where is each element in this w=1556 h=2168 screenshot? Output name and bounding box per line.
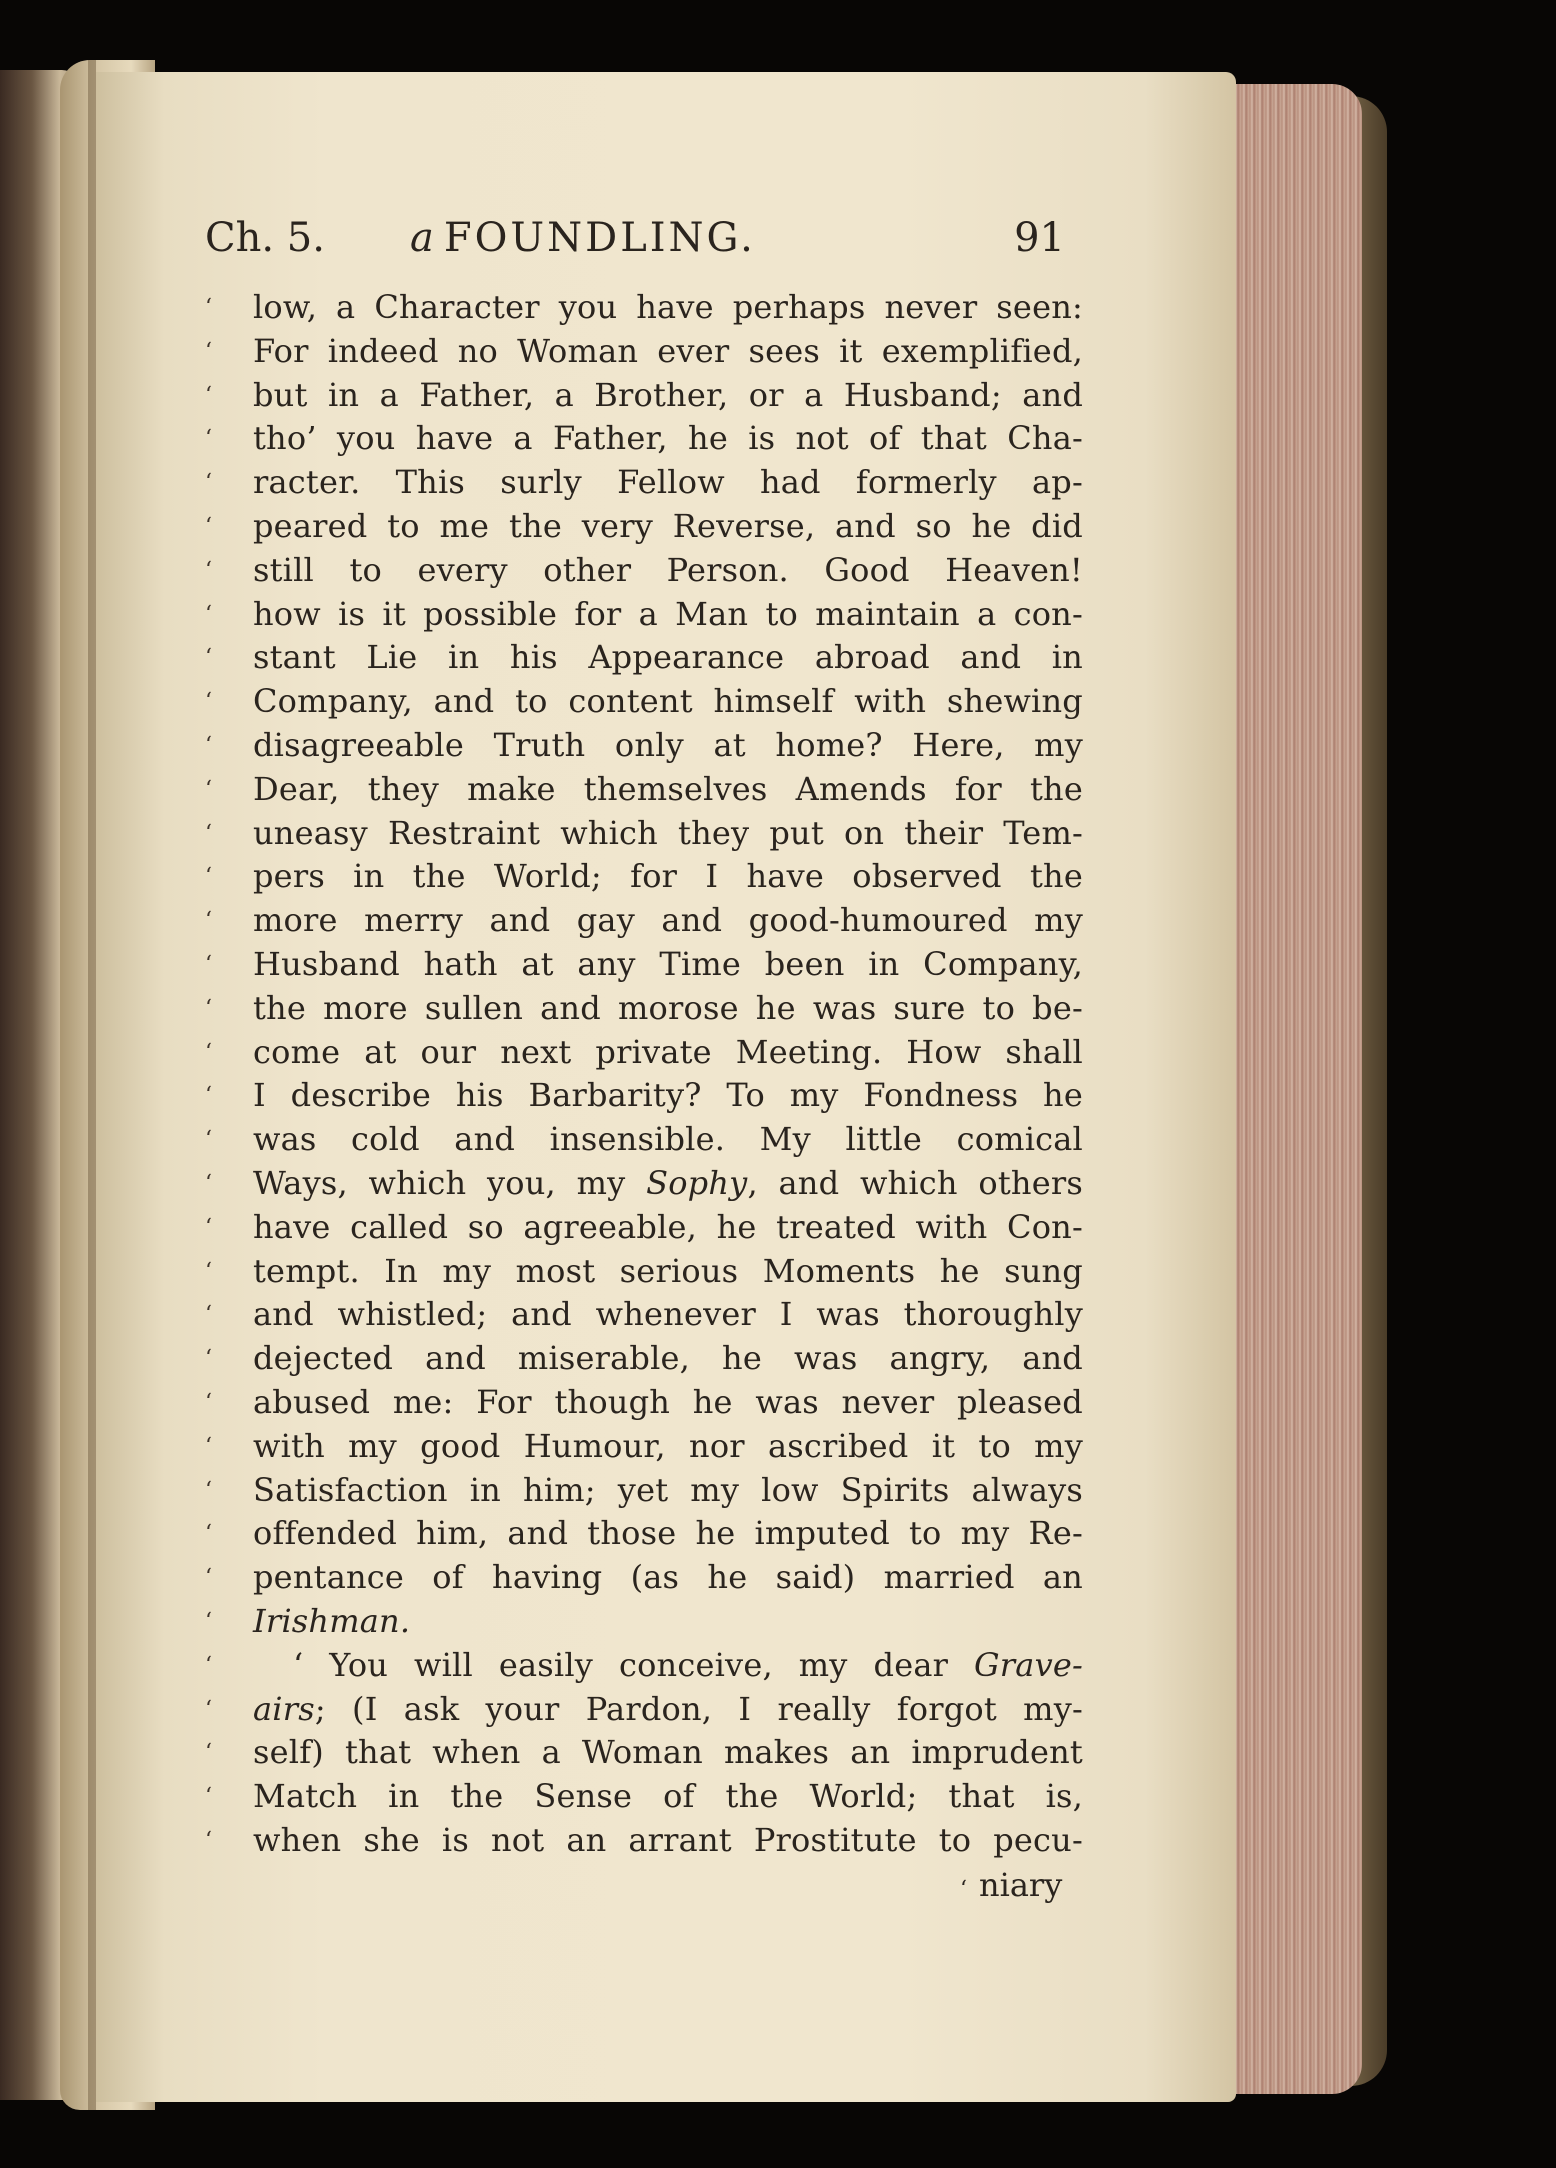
text-line — [205, 417, 1085, 461]
line-text: and whistled; and whenever I was thoroughly — [253, 1295, 1083, 1334]
text-line — [205, 680, 1085, 724]
text-line — [205, 1731, 1085, 1775]
quote-mark: ‘ — [205, 732, 212, 758]
text-line — [205, 1206, 1085, 1250]
line-text: For indeed no Woman ever sees it exemplified, — [253, 331, 1083, 370]
running-header — [205, 215, 1065, 275]
text-line — [205, 899, 1085, 943]
text-line — [205, 1074, 1085, 1118]
quote-mark: ‘ — [205, 1346, 212, 1372]
text-line — [205, 1293, 1085, 1337]
line-text: come at our next private Meeting. How shall — [253, 1032, 1083, 1071]
quote-mark: ‘ — [205, 513, 212, 539]
quote-mark: ‘ — [205, 645, 212, 671]
line-text-part: , and which others — [747, 1163, 1083, 1202]
text-line — [205, 1600, 1085, 1644]
line-text: how is it possible for a Man to maintain a con- — [253, 594, 1083, 633]
text-line — [205, 724, 1085, 768]
quote-mark: ‘ — [205, 1389, 212, 1415]
running-title-word: FOUNDLING. — [443, 215, 756, 261]
italic-word: airs — [253, 1689, 315, 1728]
text-line — [205, 1644, 1085, 1688]
quote-mark: ‘ — [205, 1565, 212, 1591]
quote-mark: ‘ — [205, 995, 212, 1021]
line-text: was cold and insensible. My little comical — [253, 1120, 1083, 1159]
line-text: Satisfaction in him; yet my low Spirits always — [253, 1470, 1083, 1509]
quote-mark: ‘ — [205, 908, 212, 934]
text-line — [205, 943, 1085, 987]
quote-mark: ‘ — [205, 295, 212, 320]
line-text — [253, 1688, 1083, 1732]
quote-mark: ‘ — [205, 1258, 212, 1284]
line-text: pers in the World; for I have observed the — [253, 857, 1083, 896]
quote-mark: ‘ — [205, 1127, 212, 1153]
running-title — [410, 215, 756, 261]
text-line — [205, 1425, 1085, 1469]
text-line — [205, 1556, 1085, 1600]
line-text: abused me: For though he was never pleased — [253, 1382, 1083, 1421]
text-line — [205, 1031, 1085, 1075]
line-text — [253, 1162, 1083, 1206]
line-text: tempt. In my most serious Moments he sung — [253, 1251, 1083, 1290]
text-line — [205, 1381, 1085, 1425]
quote-mark: ‘ — [205, 470, 212, 496]
text-line — [205, 1688, 1085, 1732]
quote-mark: ‘ — [205, 557, 212, 583]
line-text — [253, 1600, 1083, 1644]
line-text: Dear, they make themselves Amends for the — [253, 769, 1083, 808]
quote-mark: ‘ — [205, 1521, 212, 1547]
catchword — [960, 1866, 1062, 1904]
text-line — [205, 374, 1085, 418]
text-line — [205, 1775, 1085, 1819]
quote-mark: ‘ — [205, 820, 212, 846]
text-line — [205, 1162, 1085, 1206]
line-text: Company, and to content himself with shewing — [253, 682, 1083, 721]
line-text: when she is not an arrant Prostitute to pecu- — [253, 1820, 1083, 1859]
quote-mark: ‘ — [205, 1083, 212, 1109]
quote-mark: ‘ — [205, 1827, 212, 1853]
quote-mark: ‘ — [205, 1477, 212, 1503]
quote-mark: ‘ — [205, 338, 212, 364]
quote-mark: ‘ — [205, 1433, 212, 1459]
quote-mark: ‘ — [205, 1214, 212, 1240]
page-fore-edge — [1232, 84, 1362, 2094]
text-line — [205, 812, 1085, 856]
chapter-label: Ch. 5. — [205, 215, 325, 261]
book-gutter — [88, 60, 96, 2110]
italic-word: Sophy — [646, 1163, 748, 1202]
italic-word: Irishman. — [253, 1601, 411, 1640]
text-line — [205, 987, 1085, 1031]
text-line — [205, 1512, 1085, 1556]
line-text: the more sullen and morose he was sure to be- — [253, 988, 1083, 1027]
quote-mark: ‘ — [205, 1652, 212, 1678]
quote-mark: ‘ — [205, 382, 212, 408]
line-text: I describe his Barbarity? To my Fondness he — [253, 1076, 1083, 1115]
line-text: tho’ you have a Father, he is not of that Cha- — [253, 419, 1083, 458]
text-line — [205, 1819, 1085, 1863]
line-text: self) that when a Woman makes an imprudent — [253, 1733, 1083, 1772]
text-line — [205, 1250, 1085, 1294]
text-line — [205, 855, 1085, 899]
text-line — [205, 1337, 1085, 1381]
line-text-part: ; (I ask your Pardon, I really forgot my- — [314, 1689, 1083, 1728]
line-text-part: ‘ You will easily conceive, my dear — [293, 1645, 975, 1684]
line-text: still to every other Person. Good Heaven! — [253, 550, 1083, 589]
line-text: but in a Father, a Brother, or a Husband; and — [253, 375, 1083, 414]
line-text: peared to me the very Reverse, and so he did — [253, 506, 1083, 545]
quote-mark: ‘ — [205, 951, 212, 977]
line-text: offended him, and those he imputed to my Re- — [253, 1514, 1083, 1553]
line-text: racter. This surly Fellow had formerly ap- — [253, 463, 1083, 502]
quote-mark: ‘ — [205, 1696, 212, 1722]
body-text — [205, 286, 1085, 1863]
text-line — [205, 549, 1085, 593]
italic-word: Grave- — [974, 1645, 1083, 1684]
line-text: have called so agreeable, he treated with Con- — [253, 1207, 1083, 1246]
quote-mark: ‘ — [205, 1784, 212, 1810]
text-line — [205, 505, 1085, 549]
line-text: Husband hath at any Time been in Company, — [253, 944, 1083, 983]
quote-mark: ‘ — [205, 864, 212, 890]
text-line — [205, 330, 1085, 374]
line-text: more merry and gay and good-humoured my — [253, 901, 1083, 940]
text-line — [205, 636, 1085, 680]
line-text: with my good Humour, nor ascribed it to my — [253, 1426, 1083, 1465]
quote-mark: ‘ — [205, 1170, 212, 1196]
line-text: low, a Character you have perhaps never seen: — [253, 288, 1083, 326]
quote-mark: ‘ — [205, 1302, 212, 1328]
line-text: disagreeable Truth only at home? Here, my — [253, 725, 1083, 764]
line-text-part: Ways, which you, my — [253, 1163, 647, 1202]
text-line — [205, 593, 1085, 637]
line-text — [293, 1644, 1083, 1688]
catchword-quote-mark: ‘ — [960, 1877, 967, 1902]
line-text: dejected and miserable, he was angry, and — [253, 1339, 1083, 1378]
quote-mark: ‘ — [205, 1039, 212, 1065]
text-line — [205, 768, 1085, 812]
line-text: uneasy Restraint which they put on their Tem- — [253, 813, 1083, 852]
page-number: 91 — [1014, 215, 1065, 261]
quote-mark: ‘ — [205, 1740, 212, 1766]
catchword-text: niary — [979, 1866, 1063, 1904]
text-line — [205, 1118, 1085, 1162]
quote-mark: ‘ — [205, 776, 212, 802]
line-text: Match in the Sense of the World; that is, — [253, 1777, 1083, 1816]
quote-mark: ‘ — [205, 1608, 212, 1634]
quote-mark: ‘ — [205, 426, 212, 452]
line-text: pentance of having (as he said) married an — [253, 1558, 1083, 1597]
text-line — [205, 1469, 1085, 1513]
quote-mark: ‘ — [205, 689, 212, 715]
running-title-article: a — [410, 215, 434, 261]
text-line — [205, 286, 1085, 330]
line-text: stant Lie in his Appearance abroad and in — [253, 638, 1083, 677]
text-line — [205, 461, 1085, 505]
quote-mark: ‘ — [205, 601, 212, 627]
